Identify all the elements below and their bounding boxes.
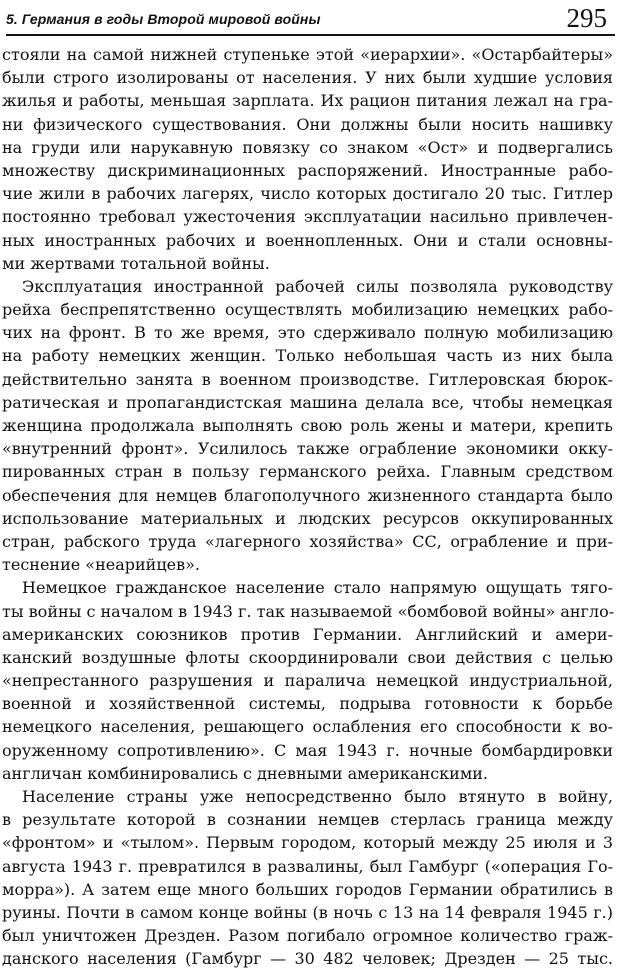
text-line: обеспечения для немцев благополучного жизненного стандарта было xyxy=(2,485,613,505)
text-line: множеству дискриминационных распоряжений. Иностранные рабо- xyxy=(2,160,613,180)
text-line: ратическая и пропагандистская машина делала все, чтобы немецкая xyxy=(2,392,613,412)
text-line: были строго изолированы от населения. У них были худшие условия xyxy=(2,68,613,88)
page-header xyxy=(6,4,615,36)
paragraph xyxy=(2,275,613,576)
paragraph xyxy=(2,576,613,785)
text-line: использование материальных и людских ресурсов оккупированных xyxy=(2,508,613,528)
text-line: Население страны уже непосредственно было втянуто в войну, xyxy=(22,787,613,806)
text-line: постоянно требовал ужесточения эксплуатации насильно привлечен- xyxy=(2,207,613,227)
text-line: данского населения (Гамбург — 30 482 человек; Дрезден — 25 тыс. xyxy=(2,949,613,969)
text-line: стояли на самой нижней ступеньке этой «иерархии». «Остарбайтеры» xyxy=(2,45,613,64)
paragraph xyxy=(2,43,613,275)
text-line: англичан комбинировались с дневными американскими. xyxy=(2,763,489,783)
text-line: «непрестанного разрушения и паралича немецкой индустриальной, xyxy=(2,671,613,691)
text-line: чие жили в рабочих лагерях, число которых достигало 20 тыс. Гитлер xyxy=(2,184,613,204)
text-line: Эксплуатация иностранной рабочей силы позволяла руководству xyxy=(22,276,613,296)
paragraph xyxy=(2,785,613,971)
text-line: американских союзников против Германии. Английский и амери- xyxy=(2,624,613,644)
text-line: теснение «неарийцев». xyxy=(2,555,200,575)
text-line: ни физического существования. Они должны были носить нашивку xyxy=(2,114,613,134)
text-line: чих на фронт. В то же время, это сдерживало полную мобилизацию xyxy=(2,323,613,343)
text-line: канский воздушные флоты скоординировали свои действия с целью xyxy=(2,647,613,667)
text-line: стран, рабского труда «лагерного хозяйства» СС, ограбление и при- xyxy=(2,531,613,551)
text-line: ты войны с началом в 1943 г. так называемой «бомбовой войны» англо- xyxy=(2,601,615,621)
text-line: на работу немецких женщин. Только небольшая часть из них была xyxy=(2,346,613,366)
text-line: в результате которой в сознании немцев стерлась граница между xyxy=(2,810,613,830)
text-line: руины. Почти в самом конце войны (в ночь с 13 на 14 февраля 1945 г.) xyxy=(2,902,613,922)
text-line: немецкого населения, решающего ослабления его способности к во- xyxy=(2,717,613,737)
text-line: был уничтожен Дрезден. Разом погибало огромное количество граж- xyxy=(2,926,613,946)
text-line: на груди или нарукавную повязку со знаком «Ост» и подвергались xyxy=(2,137,613,157)
running-title: 5. Германия в годы Второй мировой войны xyxy=(6,11,321,27)
text-line: женщина продолжала выполнять свою роль жены и матери, крепить xyxy=(2,416,613,435)
text-line: августа 1943 г. превратился в развалины, был Гамбург («операция Го- xyxy=(2,856,613,876)
text-line: «фронтом» и «тылом». Первым городом, который между 25 июля и 3 xyxy=(2,833,613,853)
text-line: «внутренний фронт». Усилилось также ограбление экономики окку- xyxy=(2,439,613,459)
text-line: рейха беспрепятственно осуществлять мобилизацию немецких рабо- xyxy=(2,300,613,320)
page-body xyxy=(2,43,613,971)
text-line: жилья и работы, меньшая зарплата. Их рацион питания лежал на гра- xyxy=(2,91,613,111)
page-number: 295 xyxy=(566,3,607,33)
text-line: оруженному сопротивлению». С мая 1943 г. ночные бомбардировки xyxy=(2,740,613,760)
text-line: ных иностранных рабочих и военнопленных. Они и стали основны- xyxy=(2,230,613,250)
text-line: ми жертвами тотальной войны. xyxy=(2,253,270,273)
text-line: Немецкое гражданское население стало напрямую ощущать тяго- xyxy=(22,578,613,598)
text-line: военной и хозяйственной системы, подрыва готовности к борьбе xyxy=(2,694,613,714)
text-line: действительно занята в военном производстве. Гитлеровская бюрок- xyxy=(2,369,613,389)
text-line: морра»). А затем еще много больших городов Германии обратились в xyxy=(2,879,613,899)
text-line: пированных стран в пользу германского рейха. Главным средством xyxy=(2,462,613,482)
